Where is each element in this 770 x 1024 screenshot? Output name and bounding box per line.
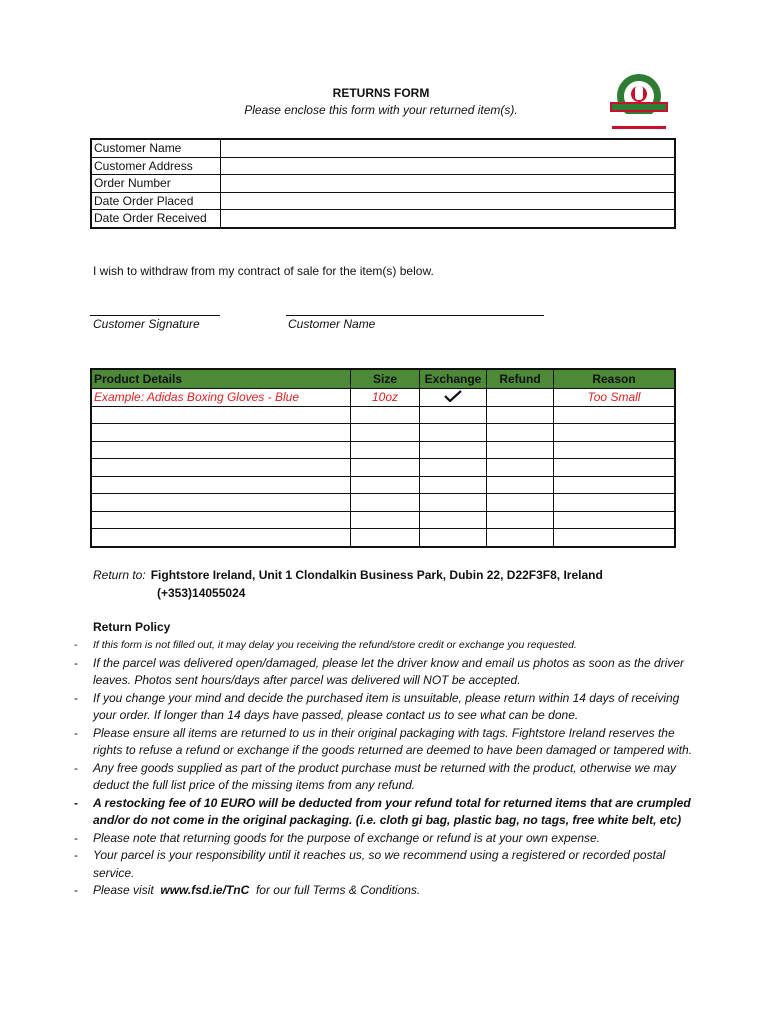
product-cell[interactable] (420, 424, 487, 442)
product-row (91, 424, 675, 442)
fightstore-logo (604, 72, 674, 132)
product-cell[interactable] (554, 476, 676, 494)
product-cell[interactable] (554, 511, 676, 529)
product-cell[interactable] (487, 476, 554, 494)
customer-field-label: Customer Address (91, 157, 221, 175)
product-cell[interactable] (351, 441, 420, 459)
product-cell[interactable] (91, 424, 351, 442)
policy-item: - Any free goods supplied as part of the product purchase must be returned with the product, otherwise we may deduct the full list price of the missing items from any refund. (74, 760, 676, 792)
customer-field-row (91, 139, 675, 157)
return-policy-list (74, 637, 694, 900)
product-cell[interactable] (554, 459, 676, 477)
product-cell[interactable] (351, 529, 420, 547)
customer-field-label: Customer Name (91, 139, 221, 157)
policy-item: - If you change your mind and decide the purchased item is unsuitable, please return within 14 days of receiving your order. If longer than 14 days have passed, please contact us to see what can be done. (74, 690, 680, 722)
product-cell[interactable] (351, 459, 420, 477)
terms-link[interactable]: www.fsd.ie/TnC (160, 883, 250, 897)
header-refund: Refund (487, 369, 554, 389)
product-cell[interactable] (487, 459, 554, 477)
policy-item: - Please ensure all items are returned to us in their original packaging with tags. Fightstore Ireland reserves the rights to refuse a refund or exchange if the goods returned are deemed to have been damaged or tampered with. (74, 725, 693, 757)
product-cell[interactable] (487, 406, 554, 424)
product-cell[interactable] (420, 494, 487, 512)
customer-field-label: Date Order Placed (91, 192, 221, 210)
product-cell[interactable] (420, 406, 487, 424)
product-cell[interactable] (487, 424, 554, 442)
product-cell[interactable] (554, 529, 676, 547)
product-cell[interactable] (487, 511, 554, 529)
product-row (91, 406, 675, 424)
header-size: Size (351, 369, 420, 389)
policy-item-restocking: - A restocking fee of 10 EURO will be deducted from your refund total for returned items that are crumpled and/or do not come in the original packaging. (i.e. cloth gi bag, plastic bag, no tags, free white belt, etc) (74, 795, 691, 827)
product-cell[interactable] (420, 511, 487, 529)
signature-label: Customer Signature (93, 317, 200, 331)
product-cell[interactable] (487, 441, 554, 459)
customer-field-input[interactable] (221, 157, 676, 175)
header-exchange: Exchange (420, 369, 487, 389)
product-row (91, 529, 675, 547)
customer-name-label: Customer Name (288, 317, 376, 331)
product-cell[interactable] (420, 476, 487, 494)
products-header-row (91, 369, 675, 389)
product-cell[interactable] (554, 441, 676, 459)
customer-details-table (90, 138, 676, 229)
product-cell[interactable] (351, 424, 420, 442)
customer-field-row (91, 192, 675, 210)
return-to-label: Return to: (93, 568, 146, 582)
return-policy-heading: Return Policy (93, 620, 171, 634)
product-cell[interactable] (554, 406, 676, 424)
signature-line[interactable] (90, 315, 220, 316)
products-table (90, 368, 676, 548)
customer-field-row (91, 175, 675, 193)
product-cell[interactable] (420, 459, 487, 477)
product-cell[interactable] (91, 529, 351, 547)
checkmark-icon (444, 390, 462, 402)
policy-item: - If the parcel was delivered open/damaged, please let the driver know and email us photos as soon as the driver leaves. Photos sent hours/days after parcel was delivered will NOT be accepted. (74, 655, 685, 687)
example-product: Example: Adidas Boxing Gloves - Blue (91, 389, 351, 407)
example-reason: Too Small (554, 389, 676, 407)
product-cell[interactable] (554, 424, 676, 442)
policy-item: - If this form is not filled out, it may delay you receiving the refund/store credit or exchange you requested. (74, 639, 577, 651)
example-row (91, 389, 675, 407)
form-subtitle: Please enclose this form with your returned item(s). (244, 103, 518, 117)
customer-field-label: Date Order Received (91, 210, 221, 228)
return-address: Fightstore Ireland, Unit 1 Clondalkin Business Park, Dubin 22, D22F3F8, Ireland (150, 568, 603, 582)
example-refund[interactable] (487, 389, 554, 407)
customer-field-label: Order Number (91, 175, 221, 193)
product-cell[interactable] (91, 476, 351, 494)
example-size: 10oz (351, 389, 420, 407)
product-row (91, 494, 675, 512)
product-row (91, 441, 675, 459)
product-cell[interactable] (91, 406, 351, 424)
withdraw-statement: I wish to withdraw from my contract of sale for the item(s) below. (93, 264, 434, 278)
product-cell[interactable] (487, 494, 554, 512)
example-exchange-cell[interactable] (420, 389, 487, 407)
form-title: RETURNS FORM (332, 86, 430, 100)
customer-field-input[interactable] (221, 210, 676, 228)
header-product-details: Product Details (91, 369, 351, 389)
product-cell[interactable] (554, 494, 676, 512)
product-row (91, 459, 675, 477)
return-phone: (+353)14055024 (157, 586, 246, 600)
policy-item: - Your parcel is your responsibility until it reaches us, so we recommend using a registered or recorded postal service. (74, 848, 666, 880)
product-cell[interactable] (351, 476, 420, 494)
customer-field-row (91, 157, 675, 175)
name-line[interactable] (286, 315, 544, 316)
product-cell[interactable] (91, 494, 351, 512)
customer-field-input[interactable] (221, 192, 676, 210)
return-address-block (93, 566, 603, 602)
product-cell[interactable] (420, 529, 487, 547)
customer-field-input[interactable] (221, 139, 676, 157)
policy-item: - Please note that returning goods for the purpose of exchange or refund is at your own expense. (74, 830, 600, 845)
product-cell[interactable] (420, 441, 487, 459)
product-cell[interactable] (91, 441, 351, 459)
product-cell[interactable] (351, 406, 420, 424)
product-row (91, 476, 675, 494)
product-row (91, 511, 675, 529)
customer-field-row (91, 210, 675, 228)
product-cell[interactable] (351, 494, 420, 512)
product-cell[interactable] (487, 529, 554, 547)
customer-field-input[interactable] (221, 175, 676, 193)
header-reason: Reason (554, 369, 676, 389)
product-cell[interactable] (351, 511, 420, 529)
product-cell[interactable] (91, 511, 351, 529)
product-cell[interactable] (91, 459, 351, 477)
policy-item-terms: - Please visit www.fsd.ie/TnC for our full Terms & Conditions. (74, 883, 421, 897)
